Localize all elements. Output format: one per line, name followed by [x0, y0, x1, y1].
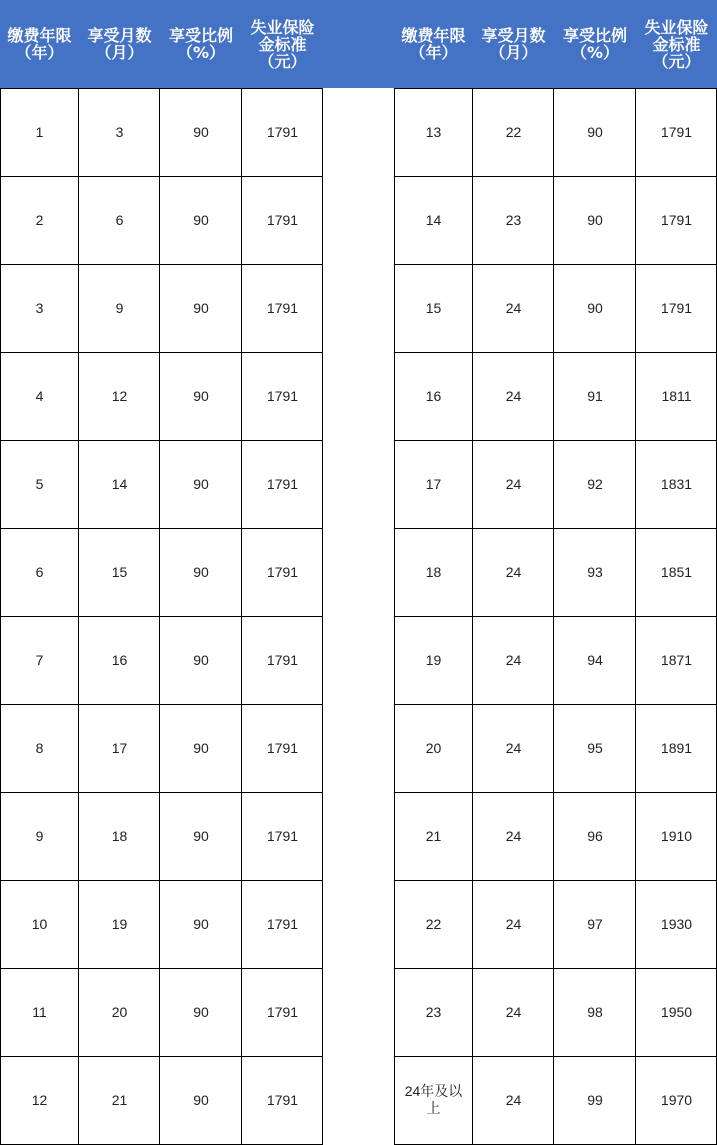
- grid-line: [394, 440, 717, 441]
- table-cell: 90: [587, 211, 603, 228]
- table-cell: 19: [425, 651, 442, 668]
- table-cell: 1791: [266, 915, 299, 932]
- table-cell: 1791: [266, 299, 299, 316]
- table-cell: 24: [505, 1091, 522, 1108]
- grid-line: [0, 616, 323, 617]
- grid-line: [0, 264, 323, 265]
- table-cell: 19: [111, 915, 128, 932]
- table-cell: 98: [587, 1003, 603, 1020]
- grid-line: [0, 88, 323, 89]
- grid-line: [394, 880, 717, 881]
- table-cell: 24年及以上: [404, 1083, 463, 1116]
- table-cell: 1791: [266, 211, 299, 228]
- table-cell: 1791: [266, 651, 299, 668]
- table-cell: 94: [587, 651, 603, 668]
- table-cell: 1950: [660, 1003, 693, 1020]
- table-cell: 18: [425, 563, 442, 580]
- table-cell: 90: [587, 123, 603, 140]
- table-cell: 90: [193, 475, 209, 492]
- header-text: （年）: [409, 43, 458, 62]
- table-cell: 90: [193, 1091, 209, 1108]
- table-cell: 92: [587, 475, 603, 492]
- grid-line: [0, 528, 323, 529]
- table-cell: 16: [111, 651, 128, 668]
- header-text: （月）: [489, 43, 538, 62]
- table-cell: 14: [425, 211, 442, 228]
- grid-line: [0, 880, 323, 881]
- table-cell: 1930: [660, 915, 693, 932]
- table-cell: 1970: [660, 1091, 693, 1108]
- table-cell: 6: [115, 211, 124, 228]
- header-text: 缴费年限: [7, 26, 72, 45]
- header-text: （%）: [176, 43, 226, 62]
- header-text: （年）: [15, 43, 64, 62]
- table-cell: 22: [505, 123, 522, 140]
- column-header: [160, 0, 242, 88]
- table-cell: 16: [425, 387, 442, 404]
- table-cell: 3: [115, 123, 124, 140]
- table-cell: 12: [111, 387, 128, 404]
- table-cell: 24: [505, 563, 522, 580]
- column-header: [554, 0, 636, 88]
- grid-line: [0, 352, 323, 353]
- column-header: [473, 0, 554, 88]
- grid-line: [394, 616, 717, 617]
- grid-line: [0, 704, 323, 705]
- table-cell: 1891: [660, 739, 693, 756]
- header-text: 享受月数: [87, 26, 152, 45]
- table-cell: 24: [505, 827, 522, 844]
- table-cell: 97: [587, 915, 603, 932]
- grid-line: [394, 1056, 717, 1057]
- table-cell: 90: [193, 651, 209, 668]
- grid-line: [0, 1056, 323, 1057]
- header-text: （元）: [652, 51, 701, 71]
- table-cell: 24: [505, 1003, 522, 1020]
- table-cell: 1811: [661, 387, 692, 404]
- table-cell: 24: [505, 915, 522, 932]
- table-cell: 1791: [266, 827, 299, 844]
- table-cell: 10: [31, 915, 48, 932]
- header-text: （月）: [95, 43, 144, 62]
- table-cell: 90: [193, 1003, 209, 1020]
- table-cell: 12: [31, 1091, 48, 1108]
- table-cell: 90: [587, 299, 603, 316]
- header-text: （%）: [570, 43, 620, 62]
- table-cell: 90: [193, 211, 209, 228]
- column-header: [636, 0, 717, 88]
- table-cell: 99: [587, 1091, 603, 1108]
- table-cell: 1791: [266, 1091, 299, 1108]
- header-text: （元）: [258, 51, 307, 71]
- table-cell: 90: [193, 915, 209, 932]
- table-cell: 4: [35, 387, 44, 404]
- table-cell: 1791: [266, 739, 299, 756]
- header-text: 失业保险: [250, 17, 315, 37]
- table-cell: 1871: [660, 651, 693, 668]
- column-header: [242, 0, 323, 88]
- table-cell: 9: [115, 299, 124, 316]
- header-text: 金标准: [652, 34, 701, 54]
- table-cell: 93: [587, 563, 603, 580]
- grid-line: [0, 440, 323, 441]
- header-text: 享受月数: [481, 26, 546, 45]
- grid-line: [394, 528, 717, 529]
- table-cell: 1791: [266, 387, 299, 404]
- table-cell: 90: [193, 739, 209, 756]
- table-cell: 24: [505, 387, 522, 404]
- table-cell: 24: [505, 651, 522, 668]
- grid-line: [394, 88, 717, 89]
- column-header: [0, 0, 79, 88]
- header-text: 金标准: [258, 34, 307, 54]
- table-cell: 9: [35, 827, 44, 844]
- grid-line: [0, 176, 323, 177]
- table-cell: 1910: [660, 827, 693, 844]
- grid-line: [0, 792, 323, 793]
- table-cell: 21: [111, 1091, 128, 1108]
- table-cell: 1791: [660, 123, 693, 140]
- table-cell: 95: [587, 739, 603, 756]
- table-cell: 20: [111, 1003, 128, 1020]
- table-cell: 90: [193, 387, 209, 404]
- table-cell: 14: [111, 475, 128, 492]
- column-header: [79, 0, 160, 88]
- grid-line: [394, 968, 717, 969]
- table-cell: 15: [111, 563, 128, 580]
- table-cell: 90: [193, 299, 209, 316]
- column-header: [394, 0, 473, 88]
- table-cell: 1831: [660, 475, 693, 492]
- header-text: 失业保险: [644, 17, 709, 37]
- table-cell: 15: [425, 299, 442, 316]
- table-cell: 13: [425, 123, 442, 140]
- table-cell: 23: [425, 1003, 442, 1020]
- table-cell: 1791: [266, 475, 299, 492]
- grid-line: [394, 352, 717, 353]
- table-cell: 1851: [660, 563, 693, 580]
- table-cell: 90: [193, 123, 209, 140]
- table-cell: 20: [425, 739, 442, 756]
- grid-line: [394, 264, 717, 265]
- table-cell: 90: [193, 827, 209, 844]
- header-text: 享受比例: [562, 26, 627, 45]
- table-cell: 1791: [266, 563, 299, 580]
- table-cell: 21: [425, 827, 442, 844]
- header-text: 享受比例: [168, 26, 233, 45]
- table-cell: 2: [35, 211, 44, 228]
- table-cell: 17: [425, 475, 442, 492]
- table-cell: 24: [505, 299, 522, 316]
- table-cell: 5: [35, 475, 44, 492]
- table-cell: 1791: [660, 299, 693, 316]
- grid-line: [394, 176, 717, 177]
- table-cell: 22: [425, 915, 442, 932]
- table-cell: 90: [193, 563, 209, 580]
- table-cell: 24: [505, 475, 522, 492]
- table-cell: 1791: [266, 1003, 299, 1020]
- header-text: 缴费年限: [401, 26, 466, 45]
- table-cell: 91: [587, 387, 603, 404]
- table-cell: 1791: [266, 123, 299, 140]
- table-cell: 8: [35, 739, 44, 756]
- table-cell: 6: [35, 563, 44, 580]
- grid-line: [394, 704, 717, 705]
- table-cell: 18: [111, 827, 128, 844]
- grid-line: [0, 968, 323, 969]
- table-cell: 17: [111, 739, 128, 756]
- grid-line: [394, 792, 717, 793]
- table-cell: 3: [35, 299, 44, 316]
- table-cell: 23: [505, 211, 522, 228]
- table-cell: 24: [505, 739, 522, 756]
- table-cell: 1: [35, 123, 44, 140]
- table-cell: 7: [35, 651, 44, 668]
- table-cell: 96: [587, 827, 603, 844]
- table-cell: 11: [32, 1003, 47, 1020]
- table-cell: 1791: [660, 211, 693, 228]
